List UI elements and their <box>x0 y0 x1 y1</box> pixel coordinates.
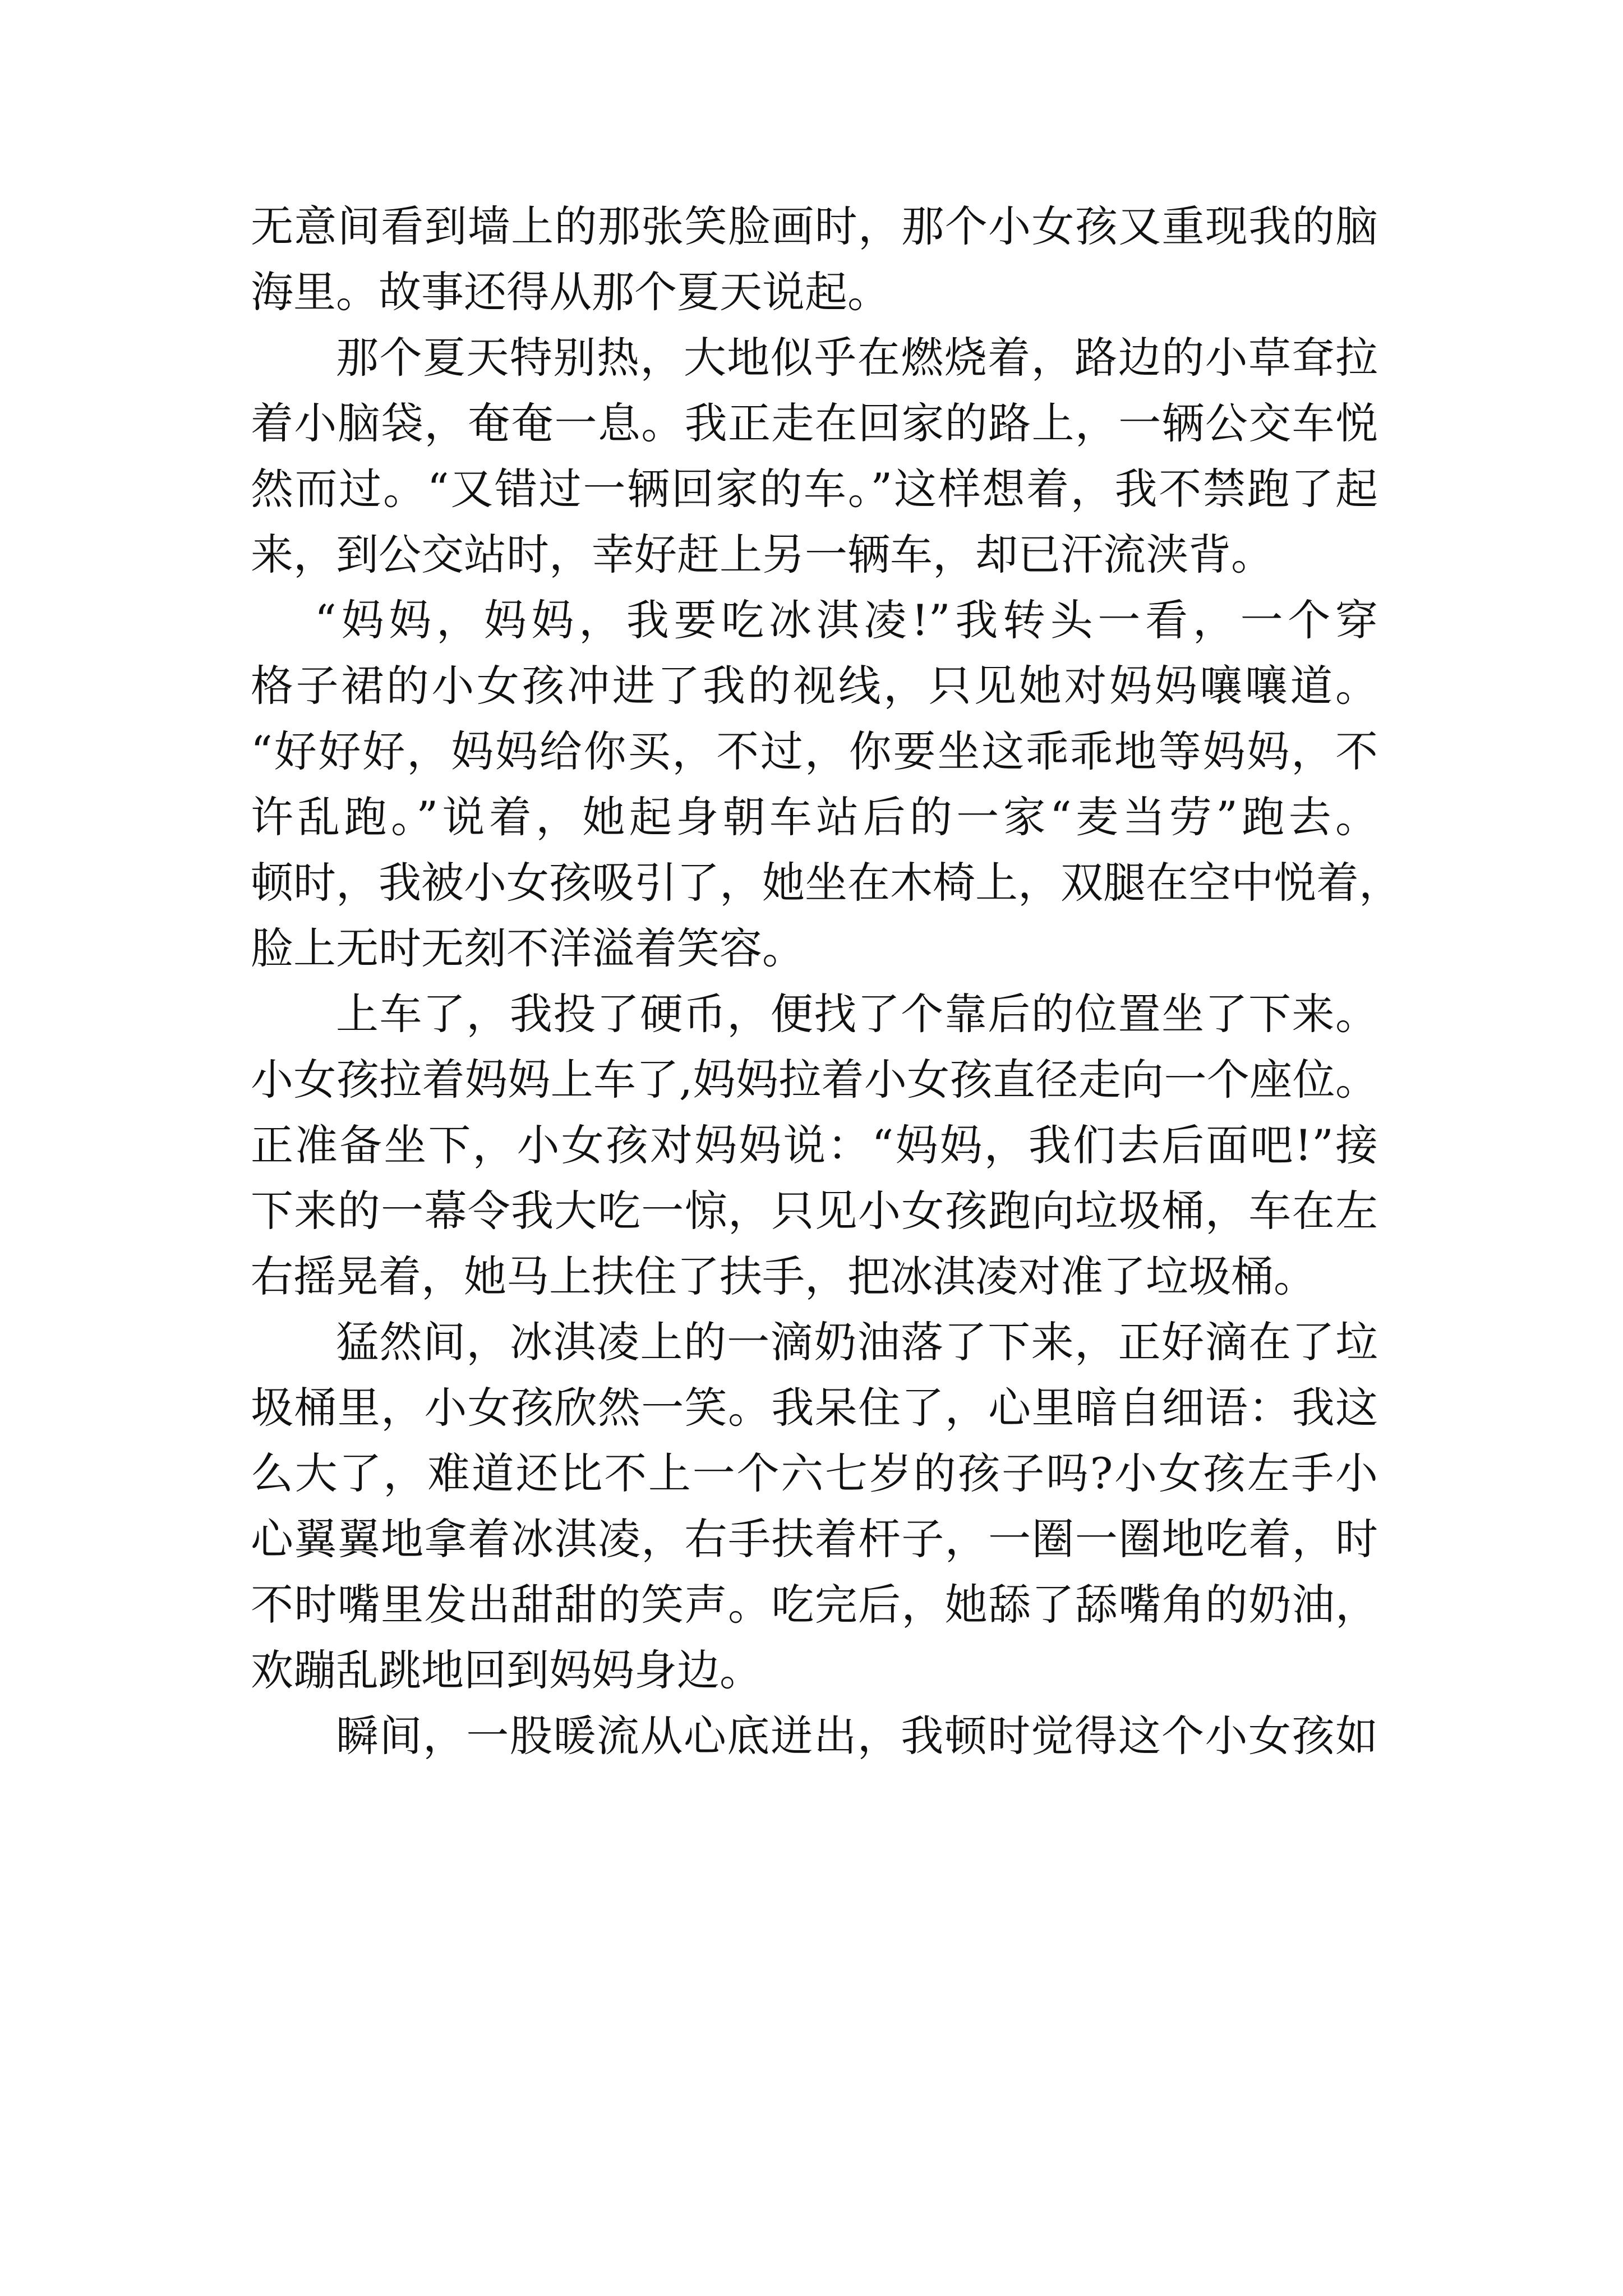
document-body <box>251 194 1401 1769</box>
text-line: 那个夏天特别热，大地似乎在燃烧着，路边的小草耷拉 <box>336 333 1378 383</box>
text-line: 许乱跑。”说着，她起身朝车站后的一家“麦当劳”跑去。 <box>251 792 1378 842</box>
text-line: 上车了，我投了硬币，便找了个靠后的位置坐了下来。 <box>336 989 1378 1039</box>
text-line: 着小脑袋，奄奄一息。我正走在回家的路上，一辆公交车悦 <box>251 398 1378 448</box>
text-line: 猛然间，冰淇凌上的一滴奶油落了下来，正好滴在了垃 <box>336 1317 1378 1367</box>
text-line: 无意间看到墙上的那张笑脸画时，那个小女孩又重现我的脑 <box>251 201 1378 251</box>
text-line: 格子裙的小女孩冲进了我的视线，只见她对妈妈嚷嚷道。 <box>251 661 1378 711</box>
text-line: 正准备坐下，小女孩对妈妈说：“妈妈，我们去后面吧!”接 <box>251 1120 1378 1170</box>
text-line: 右摇晃着，她马上扶住了扶手，把冰淇凌对准了垃圾桶。 <box>251 1251 1316 1301</box>
text-line: 小女孩拉着妈妈上车了,妈妈拉着小女孩直径走向一个座位。 <box>251 1055 1378 1105</box>
text-line: 心翼翼地拿着冰淇凌，右手扶着杆子，一圈一圈地吃着，时 <box>251 1514 1378 1564</box>
text-line: 海里。故事还得从那个夏天说起。 <box>251 267 890 317</box>
text-line: 欢蹦乱跳地回到妈妈身边。 <box>251 1645 762 1695</box>
text-line: 圾桶里，小女孩欣然一笑。我呆住了，心里暗自细语：我这 <box>251 1383 1378 1433</box>
text-line: 顿时，我被小女孩吸引了，她坐在木椅上，双腿在空中悦着， <box>251 858 1401 908</box>
text-line: 瞬间，一股暖流从心底迸出，我顿时觉得这个小女孩如 <box>336 1711 1378 1761</box>
text-line: 然而过。“又错过一辆回家的车。”这样想着，我不禁跑了起 <box>251 464 1378 514</box>
text-line: 脸上无时无刻不洋溢着笑容。 <box>251 923 805 973</box>
text-line: “好好好，妈妈给你买，不过，你要坐这乖乖地等妈妈，不 <box>251 726 1378 776</box>
text-line: 不时嘴里发出甜甜的笑声。吃完后，她舔了舔嘴角的奶油， <box>251 1580 1378 1630</box>
text-line: “妈妈，妈妈，我要吃冰淇凌!”我转头一看，一个穿 <box>315 595 1378 645</box>
text-line: 来，到公交站时，幸好赶上另一辆车，却已汗流浃背。 <box>251 530 1274 579</box>
text-line: 么大了，难道还比不上一个六七岁的孩子吗?小女孩左手小 <box>251 1448 1378 1498</box>
text-line: 下来的一幕令我大吃一惊，只见小女孩跑向垃圾桶，车在左 <box>251 1186 1378 1236</box>
